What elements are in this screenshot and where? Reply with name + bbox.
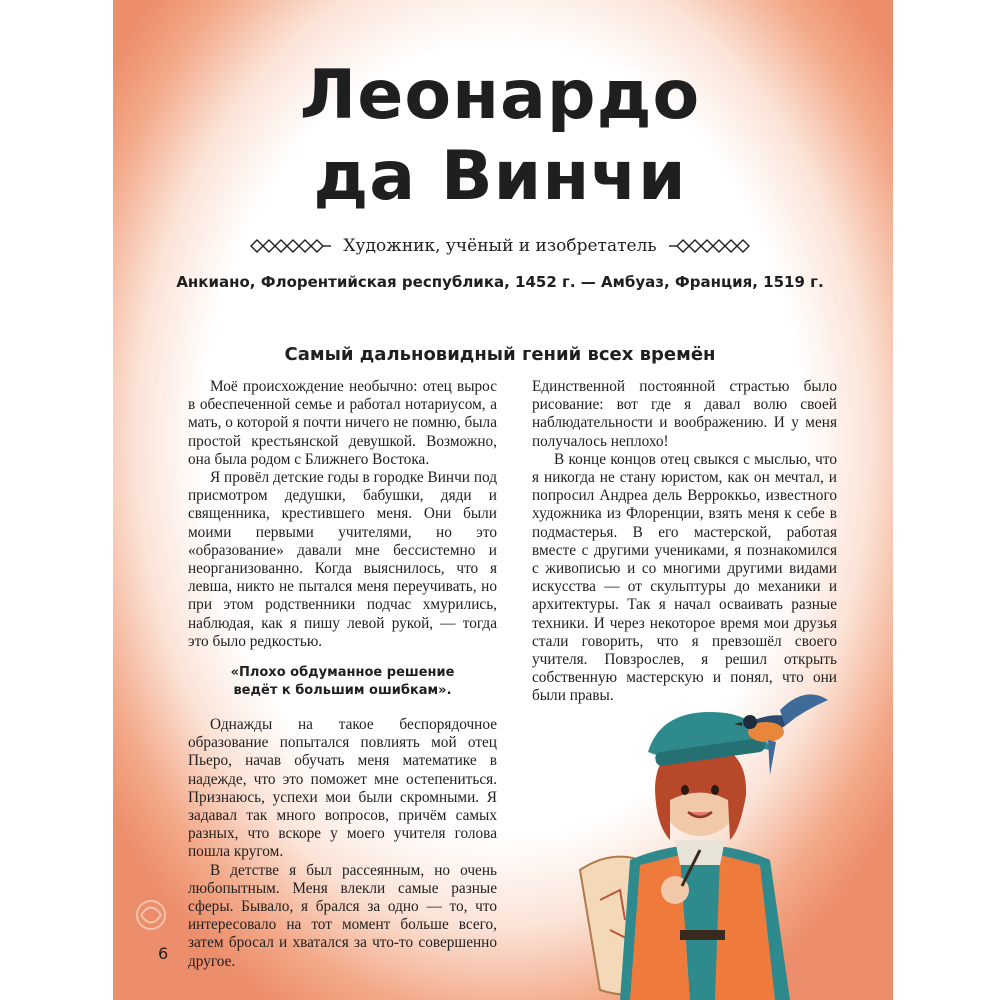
subtitle-row <box>0 236 1000 256</box>
life-dates: Анкиано, Флорентийская республика, 1452 г. — Амбуаз, Франция, 1519 г. <box>176 273 824 291</box>
page-title-line-2: да Винчи <box>313 137 687 216</box>
leonardo-illustration <box>570 690 830 1000</box>
ornament-right-icon <box>669 238 751 254</box>
subtitle: Художник, учёный и изобретатель <box>343 236 657 256</box>
paragraph: В детстве я был рассеянным, но очень любопытным. Меня влекли самые разные сферы. Бывало, я брался за одно — то, что интересовало на тот момент больше всего, затем бросал и хватался за что-то совершенно другое. <box>188 861 497 970</box>
page-number: 6 <box>158 944 169 963</box>
left-column-top <box>188 378 497 651</box>
ornament-left-icon <box>249 238 331 254</box>
paragraph: Единственной постоянной страстью было рисование: вот где я давал волю своей наблюдательности и воображению. И у меня получалось неплохо! <box>532 378 837 450</box>
section-heading: Самый дальновидный гений всех времён <box>284 343 716 365</box>
quote-line-2: ведёт к большим ошибкам». <box>233 683 452 698</box>
paragraph: Однажды на такое беспорядочное образование попытался повлиять мой отец Пьеро, начав обучать меня математике в надежде, что это поможет мне остепениться. Признаюсь, успехи мои были скромными. Я задавал так много вопросов, причём самых разных, что вскоре у моего учителя голова пошла кругом. <box>188 716 497 861</box>
paragraph: Моё происхождение необычно: отец вырос в обеспеченной семье и работал нотариусом, а мать, о которой я почти ничего не помню, была простой крестьянской девушкой. Возможно, она была родом с Ближнего Востока. <box>188 378 497 468</box>
paragraph: В конце концов отец свыкся с мыслью, что я никогда не стану юристом, как он мечтал, и попросил Андреа дель Верроккьо, известного художника из Флоренции, взять меня к себе в подмастерья. В его мастерской, работая вместе с другими учениками, я познакомился с живописью и со многими другими видами искусства — от скульптуры до механики и архитектуры. Так я начал осваивать разные техники. И через некоторое время мои друзья стали говорить, что я превзошёл своего учителя. Повзрослев, я решил открыть собственную мастерскую и понял, что они были правы. <box>532 450 837 705</box>
quote-line-1: «Плохо обдуманное решение <box>230 665 455 680</box>
pull-quote <box>188 664 497 700</box>
left-column-bottom <box>188 716 497 971</box>
paragraph: Я провёл детские годы в городке Винчи под присмотром дедушки, бабушки, дяди и священника, крестившего меня. Они были моими первыми учителями, но это «образование» давали мне бессистемно и неорганизованно. Когда выяснилось, что я левша, никто не пытался меня переучивать, но при этом родственники подчас хмурились, наблюдая, как я пишу левой рукой, — тогда это было редкостью. <box>188 469 497 650</box>
page-title-line-1: Леонардо <box>299 56 701 135</box>
right-column <box>532 378 837 706</box>
